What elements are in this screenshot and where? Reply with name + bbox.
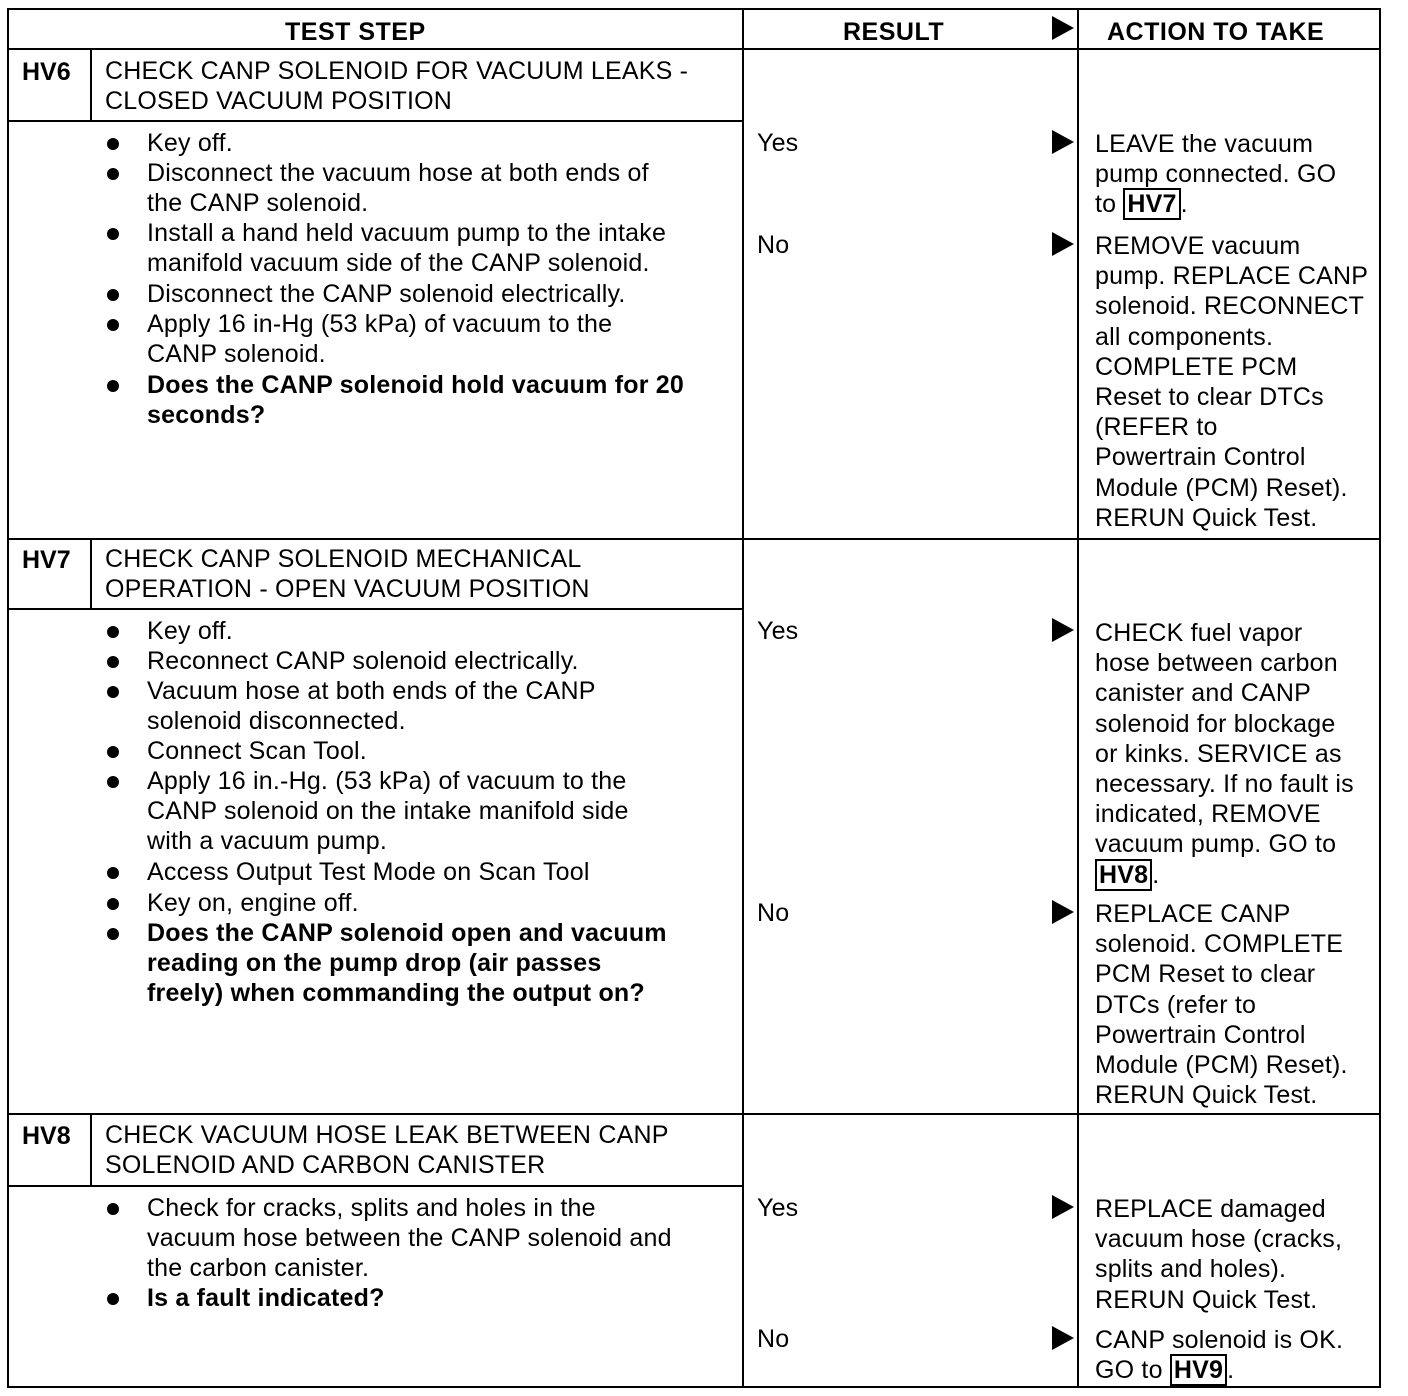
header-test-step: TEST STEP (285, 18, 426, 46)
arrow-icon (1052, 1195, 1074, 1219)
action-hv8-no: CANP solenoid is OK. GO to HV9 . (1095, 1326, 1344, 1385)
hv6-item-2: Disconnect the vacuum hose at both ends of the CANP solenoid. (147, 159, 649, 218)
step-id-hv7: HV7 (22, 546, 71, 574)
step-title-hv7-line2: OPERATION - OPEN VACUUM POSITION (105, 575, 590, 603)
step-title-hv8-line1: CHECK VACUUM HOSE LEAK BETWEEN CANP (105, 1121, 669, 1149)
bullet-icon (107, 138, 119, 150)
hv7-item-8: Does the CANP solenoid open and vacuum reading on the pump drop (air passes freely) when commanding the output on? (147, 919, 667, 1008)
id-divider-hv8 (90, 1115, 92, 1185)
header-rule (7, 48, 1381, 50)
arrow-icon (1052, 618, 1074, 642)
hv7-item-5: Apply 16 in.-Hg. (53 kPa) of vacuum to the CANP solenoid on the intake manifold side with a vacuum pump. (147, 767, 629, 856)
bullet-icon (107, 867, 119, 879)
row-rule-hv8 (7, 1113, 1381, 1115)
bullet-icon (107, 746, 119, 758)
step-title-hv8-line2: SOLENOID AND CARBON CANISTER (105, 1151, 546, 1179)
step-title-hv6-line1: CHECK CANP SOLENOID FOR VACUUM LEAKS - (105, 57, 689, 85)
title-rule-hv8 (7, 1185, 743, 1187)
bullet-icon (107, 380, 119, 392)
result-yes-hv8: Yes (757, 1194, 799, 1222)
result-no-hv7: No (757, 899, 790, 927)
hv7-item-2: Reconnect CANP solenoid electrically. (147, 647, 579, 675)
arrow-icon (1052, 232, 1074, 256)
hv6-item-1: Key off. (147, 129, 233, 157)
result-no-hv8: No (757, 1325, 790, 1353)
header-result: RESULT (843, 18, 945, 46)
bullet-icon (107, 686, 119, 698)
action-hv7-yes: CHECK fuel vapor hose between carbon canister and CANP solenoid for blockage or kinks. SERVICE as necessary. If no fault is indicated, REMOVE vacuum pump. GO to HV8 . (1095, 619, 1354, 889)
bullet-icon (107, 319, 119, 331)
bullet-icon (107, 656, 119, 668)
arrow-icon (1052, 1326, 1074, 1350)
table-border-left (7, 8, 9, 1388)
bullet-icon (107, 626, 119, 638)
id-divider-hv6 (90, 50, 92, 120)
step-title-hv6-line2: CLOSED VACUUM POSITION (105, 87, 453, 115)
title-rule-hv6 (7, 120, 743, 122)
goto-code-hv7: HV7 (1123, 188, 1180, 220)
hv7-item-6: Access Output Test Mode on Scan Tool (147, 858, 590, 886)
action-hv6-no: REMOVE vacuum pump. REPLACE CANP solenoid. RECONNECT all components. COMPLETE PCM Reset to clear DTCs (REFER to Powertrain Control Module (PCM) Reset). RERUN Quick Test. (1095, 232, 1369, 532)
step-title-hv7-line1: CHECK CANP SOLENOID MECHANICAL (105, 545, 582, 573)
hv8-item-1: Check for cracks, splits and holes in the vacuum hose between the CANP solenoid and the carbon canister. (147, 1194, 672, 1283)
table-border-top (7, 8, 1381, 10)
table-border-right (1379, 8, 1381, 1388)
diagnostic-table (7, 8, 1381, 1388)
hv6-item-6: Does the CANP solenoid hold vacuum for 20 seconds? (147, 371, 684, 430)
bullet-icon (107, 928, 119, 940)
bullet-icon (107, 1203, 119, 1215)
bullet-icon (107, 289, 119, 301)
bullet-icon (107, 898, 119, 910)
hv6-item-5: Apply 16 in-Hg (53 kPa) of vacuum to the CANP solenoid. (147, 310, 613, 369)
hv7-item-4: Connect Scan Tool. (147, 737, 367, 765)
hv6-item-3: Install a hand held vacuum pump to the intake manifold vacuum side of the CANP solenoid. (147, 219, 667, 278)
column-divider-action (1077, 8, 1079, 1388)
hv6-item-4: Disconnect the CANP solenoid electrically. (147, 280, 626, 308)
step-id-hv6: HV6 (22, 58, 71, 86)
table-border-bottom (7, 1386, 1381, 1388)
bullet-icon (107, 168, 119, 180)
column-divider-result (742, 8, 744, 1388)
row-rule-hv7 (7, 538, 1381, 540)
result-yes-hv7: Yes (757, 617, 799, 645)
result-yes-hv6: Yes (757, 129, 799, 157)
action-hv6-yes: LEAVE the vacuum pump connected. GO to HV7 . (1095, 130, 1337, 219)
hv8-item-2: Is a fault indicated? (147, 1284, 385, 1312)
hv7-item-7: Key on, engine off. (147, 889, 359, 917)
hv7-item-3: Vacuum hose at both ends of the CANP solenoid disconnected. (147, 677, 596, 736)
title-rule-hv7 (7, 608, 743, 610)
arrow-icon (1052, 130, 1074, 154)
action-hv8-yes: REPLACE damaged vacuum hose (cracks, splits and holes). RERUN Quick Test. (1095, 1195, 1343, 1314)
hv7-item-1: Key off. (147, 617, 233, 645)
bullet-icon (107, 228, 119, 240)
goto-code-hv9: HV9 (1170, 1354, 1227, 1386)
arrow-icon (1052, 900, 1074, 924)
goto-code-hv8: HV8 (1095, 859, 1152, 891)
bullet-icon (107, 776, 119, 788)
header-action: ACTION TO TAKE (1107, 18, 1325, 46)
bullet-icon (107, 1293, 119, 1305)
result-no-hv6: No (757, 231, 790, 259)
id-divider-hv7 (90, 540, 92, 608)
action-hv7-no: REPLACE CANP solenoid. COMPLETE PCM Reset to clear DTCs (refer to Powertrain Control Module (PCM) Reset). RERUN Quick Test. (1095, 900, 1348, 1110)
header-arrow-icon (1052, 16, 1074, 40)
step-id-hv8: HV8 (22, 1122, 71, 1150)
